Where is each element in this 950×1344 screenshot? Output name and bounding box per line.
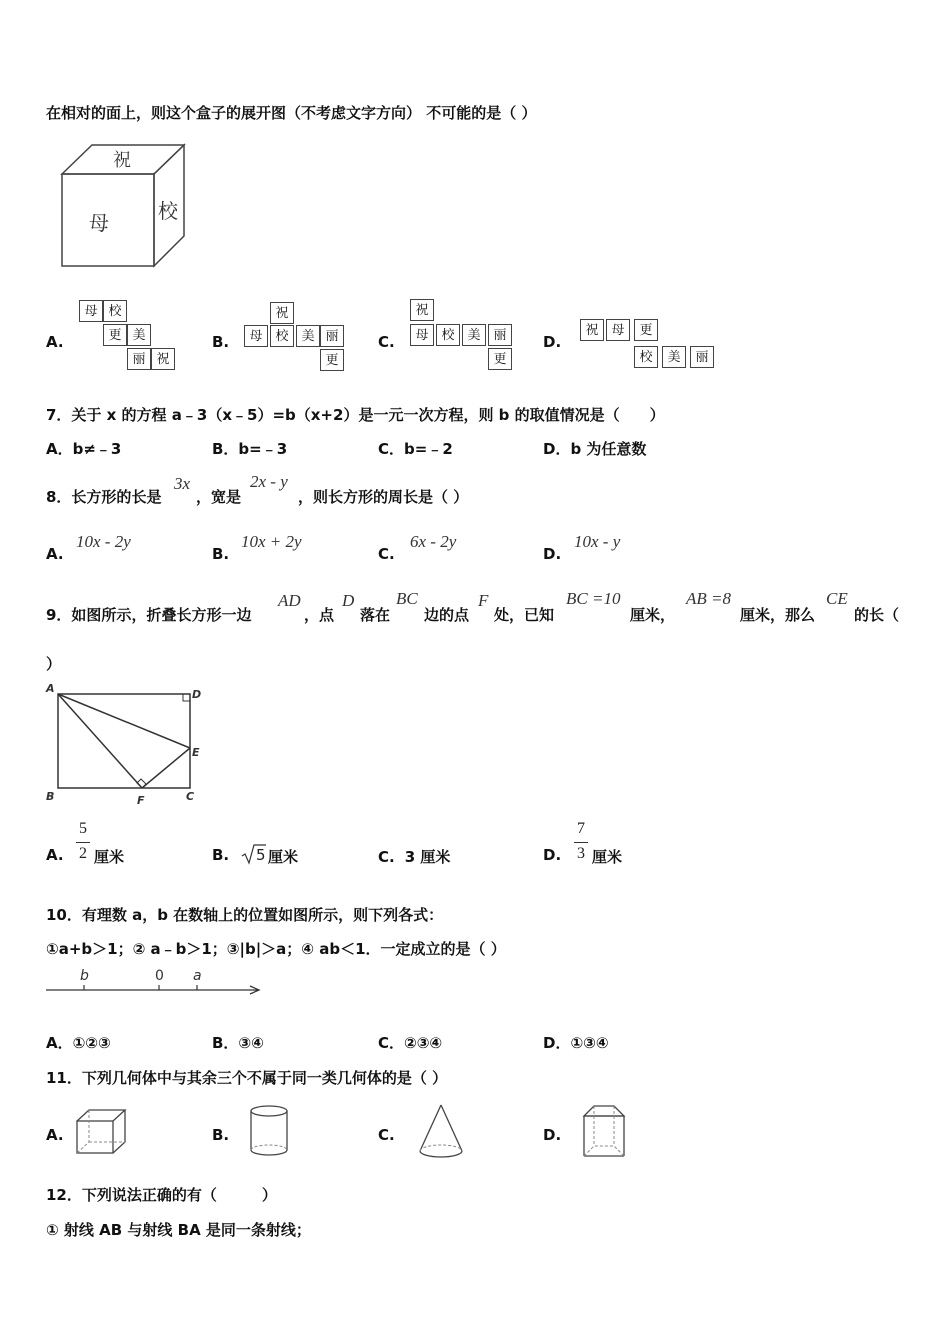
q6-option-b-label[interactable]: B.	[212, 333, 230, 351]
net-a-cell: 丽	[127, 348, 151, 370]
q8-option-d-label[interactable]: D.	[543, 545, 562, 563]
net-c-cell: 美	[462, 324, 486, 346]
q8-option-d-expr: 10x - y	[574, 532, 621, 551]
q8-stem-b: ，宽是	[196, 488, 242, 506]
q7-option-c[interactable]: C．b=﹣2	[378, 440, 453, 458]
net-c-cell: 更	[488, 348, 512, 370]
q9-math-ab8: AB =8	[686, 589, 731, 608]
q9-option-c-text: C.	[378, 848, 395, 866]
net-d-cell: 母	[606, 319, 630, 341]
q8-option-a-label[interactable]: A.	[46, 545, 64, 563]
q8-option-c-label[interactable]: C.	[378, 545, 395, 563]
axis-b-label: b	[80, 968, 89, 984]
q9-math-d: D	[342, 591, 355, 610]
q9-option-b-label[interactable]: B.	[212, 846, 230, 864]
q11-option-a-label[interactable]: A.	[46, 1126, 64, 1144]
net-d-cell: 祝	[580, 319, 604, 341]
q9-option-a-denominator: 2	[79, 845, 87, 862]
q9-option-c-value: 3 厘米	[404, 848, 451, 866]
net-c-cell: 祝	[410, 299, 434, 321]
q7-stem: 7．关于 x 的方程 a﹣3（x﹣5）=b（x+2）是一元一次方程，则 b 的取值情况是（ ）	[46, 406, 665, 424]
q8-option-c-expr: 6x - 2y	[410, 532, 457, 551]
q9-text-8: 的长（	[854, 606, 900, 624]
net-c-cell: 母	[410, 324, 434, 346]
q9-option-b-unit: 厘米	[268, 848, 299, 866]
sqrt-icon	[241, 843, 267, 865]
cube-right-char: 校	[158, 199, 178, 223]
cylinder-icon	[248, 1103, 290, 1159]
q9-text-4: 边的点	[424, 606, 470, 624]
q6-option-a-label[interactable]: A.	[46, 333, 64, 351]
net-a-cell: 校	[103, 300, 127, 322]
net-a-cell: 美	[127, 324, 151, 346]
net-a-cell: 母	[79, 300, 103, 322]
q10-option-a[interactable]: A．①②③	[46, 1034, 111, 1052]
q9-text-1: 9．如图所示，折叠长方形一边	[46, 606, 252, 624]
cube-front-char: 母	[89, 211, 109, 235]
q9-math-bc10: BC =10	[566, 589, 621, 608]
fraction-bar	[574, 842, 588, 843]
q11-option-d-label[interactable]: D.	[543, 1126, 562, 1144]
q7-option-b[interactable]: B．b=﹣3	[212, 440, 288, 458]
q9-text-7: 厘米，那么	[740, 606, 816, 624]
q9-option-d-label[interactable]: D.	[543, 846, 562, 864]
net-c-cell: 校	[436, 324, 460, 346]
net-c-cell: 丽	[488, 324, 512, 346]
q8-option-b-expr: 10x + 2y	[241, 532, 302, 551]
q9-option-d-denominator: 3	[577, 845, 585, 862]
net-b-cell: 丽	[320, 325, 344, 347]
net-d-cell: 更	[634, 319, 658, 341]
q9-option-a-label[interactable]: A.	[46, 846, 64, 864]
q10-stem: 10．有理数 a，b 在数轴上的位置如图所示，则下列各式：	[46, 906, 444, 924]
q6-option-c-label[interactable]: C.	[378, 333, 395, 351]
q12-stem: 12．下列说法正确的有（ ）	[46, 1186, 277, 1204]
q6-option-d-label[interactable]: D.	[543, 333, 562, 351]
q9-text-3: 落在	[360, 606, 391, 624]
q9-math-ce: CE	[826, 589, 848, 608]
axis-zero-label: 0	[155, 968, 164, 984]
q11-option-c-label[interactable]: C.	[378, 1126, 395, 1144]
q9-math-ad: AD	[278, 591, 301, 610]
point-c-label: C	[186, 790, 195, 803]
q8-option-a-expr: 10x - 2y	[76, 532, 131, 551]
q7-option-d[interactable]: D．b 为任意数	[543, 440, 647, 458]
number-line-figure	[44, 962, 266, 1002]
q10-option-c[interactable]: C．②③④	[378, 1034, 443, 1052]
axis-a-label: a	[193, 968, 202, 984]
net-b-cell: 祝	[270, 302, 294, 324]
q8-stem-a: 8．长方形的长是	[46, 488, 162, 506]
net-b-cell: 美	[296, 325, 320, 347]
net-b-cell: 母	[244, 325, 268, 347]
cube-top-char: 祝	[113, 150, 131, 171]
q11-option-b-label[interactable]: B.	[212, 1126, 230, 1144]
q9-option-d-numerator: 7	[577, 820, 585, 837]
q9-option-a-numerator: 5	[79, 820, 87, 837]
q6-stem: 在相对的面上，则这个盒子的展开图（不考虑文字方向） 不可能的是（ ）	[46, 104, 537, 122]
q9-option-d-unit: 厘米	[592, 848, 623, 866]
net-d-cell: 美	[662, 346, 686, 368]
q7-option-a[interactable]: A．b≠﹣3	[46, 440, 122, 458]
cube-icon	[74, 1107, 130, 1157]
q8-option-b-label[interactable]: B.	[212, 545, 230, 563]
fold-rectangle-figure	[44, 680, 214, 810]
q9-option-a-unit: 厘米	[94, 848, 125, 866]
cone-icon	[416, 1102, 466, 1160]
net-b-cell: 更	[320, 349, 344, 371]
q9-text-6: 厘米，	[630, 606, 676, 624]
prism-icon	[580, 1102, 630, 1160]
cube-figure	[55, 140, 190, 272]
q9-math-f: F	[478, 591, 489, 610]
q10-option-b[interactable]: B．③④	[212, 1034, 264, 1052]
q9-math-bc: BC	[396, 589, 418, 608]
point-f-label: F	[137, 794, 145, 807]
q9-close-paren: ）	[46, 655, 62, 673]
q10-option-d[interactable]: D．①③④	[543, 1034, 609, 1052]
fraction-bar	[76, 842, 90, 843]
q8-width-expr: 2x - y	[250, 472, 288, 491]
net-a-cell: 更	[103, 324, 127, 346]
q9-option-c-label[interactable]	[378, 846, 450, 867]
q11-stem: 11．下列几何体中与其余三个不属于同一类几何体的是（ ）	[46, 1069, 448, 1087]
q9-option-b-radicand: 5	[256, 846, 266, 864]
q12-item-1: ① 射线 AB 与射线 BA 是同一条射线；	[46, 1221, 311, 1239]
point-d-label: D	[192, 688, 202, 701]
net-a-cell: 祝	[151, 348, 175, 370]
net-b-cell: 校	[270, 325, 294, 347]
q8-length-expr: 3x	[174, 474, 191, 493]
q9-text-5: 处，已知	[494, 606, 555, 624]
net-d-cell: 校	[634, 346, 658, 368]
point-a-label: A	[46, 682, 55, 695]
q9-text-2: ，点	[304, 606, 335, 624]
point-e-label: E	[192, 746, 200, 759]
q10-items: ①a+b＞1；② a﹣b＞1；③|b|＞a；④ ab＜1．一定成立的是（ ）	[46, 940, 506, 958]
point-b-label: B	[46, 790, 55, 803]
net-d-cell: 丽	[690, 346, 714, 368]
q8-stem-c: ，则长方形的周长是（ ）	[298, 488, 469, 506]
